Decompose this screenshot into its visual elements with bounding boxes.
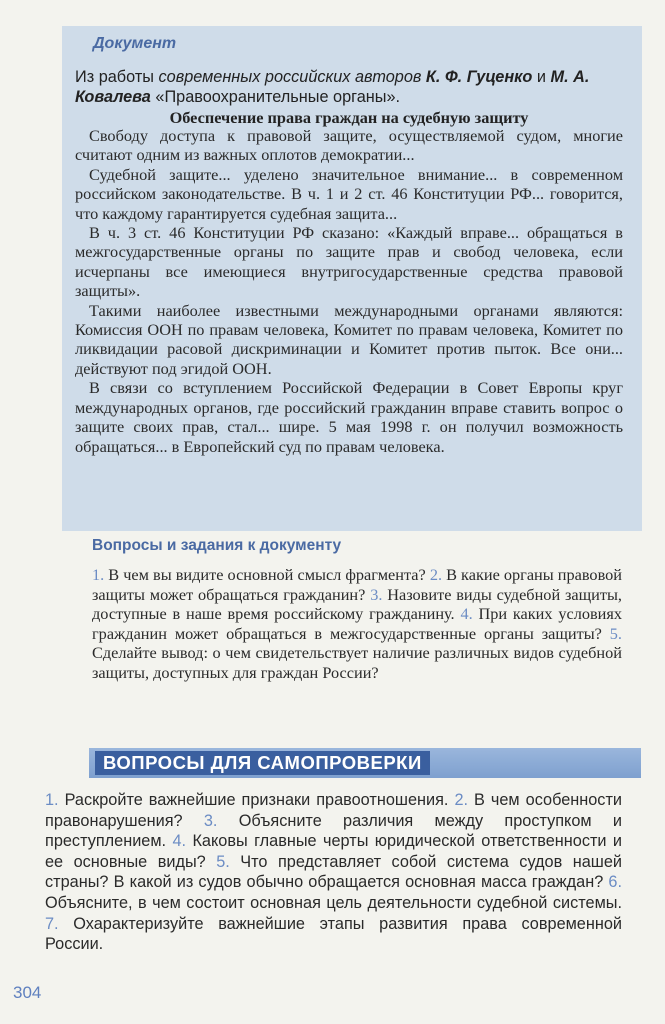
self-check-text: Что представляет собой система судов нашей страны? В какой из судов обычно обращается основная масса граждан? — [45, 852, 622, 892]
self-check-list — [45, 790, 622, 955]
question-text: Сделайте вывод: о чем свидетельствует наличие различных видов судебной защиты, доступных для граждан России? — [92, 643, 622, 682]
source-author-1: К. Ф. Гуценко — [425, 68, 533, 86]
self-check-text: Раскройте важнейшие признаки правоотношения. — [58, 791, 455, 809]
self-check-text: Охарактеризуйте важнейшие этапы развития права современной России. — [45, 914, 622, 954]
source-italic: современных российских авторов — [158, 68, 426, 86]
self-check-number: 1. — [45, 791, 59, 809]
question-number: 4. — [460, 604, 473, 624]
question-number: 1. — [92, 565, 105, 584]
document-paragraph: В связи со вступлением Российской Федерации в Совет Европы круг международных органов, где российский гражданин вправе ставить вопрос о защите своих прав, стал... шире. 5 мая 1998 г. он получил возможность обращаться... в Европейский суд по правам человека. — [75, 378, 623, 456]
question-text: В чем вы видите основной смысл фрагмента? — [104, 565, 430, 584]
self-check-text: Объясните, в чем состоит основная цель деятельности судебной системы. — [45, 893, 622, 912]
source-author-2: М. А. Ковалева — [75, 68, 590, 106]
self-check-number: 6. — [608, 873, 622, 892]
document-title: Обеспечение права граждан на судебную защиту — [169, 108, 529, 127]
source-conj: и — [532, 68, 551, 86]
self-check-number: 3. — [203, 811, 218, 830]
document-paragraph: Такими наиболее известными международными органами являются: Комиссия ООН по правам человека, Комитет по правам человека, Комитет по ликвидации расовой дискриминации и Комитет против пыток. Все они... действуют под эгидой ООН. — [75, 300, 623, 378]
doc-questions-list — [92, 565, 622, 683]
self-check-text: Объясните различия между проступком и преступлением. — [45, 811, 622, 851]
document-paragraph: В ч. 3 ст. 46 Конституции РФ сказано: «Каждый вправе... обращаться в межгосударственные органы по защите прав и свобод человека, если исчерпаны все имеющиеся внутригосударственные средства правовой защиты». — [75, 223, 623, 301]
document-paragraph: Свободу доступа к правовой защите, осуществляемой судом, многие считают одним из важных оплотов демократии... — [75, 126, 623, 165]
self-check-number: 7. — [45, 914, 59, 933]
question-text: В какие органы правовой защиты может обращаться гражданин? — [92, 565, 622, 604]
source-work: «Правоохранительные органы». — [150, 88, 401, 106]
self-check-number: 5. — [216, 852, 230, 871]
self-check-text: В чем особенности правонарушения? — [45, 791, 622, 830]
self-check-heading: ВОПРОСЫ ДЛЯ САМОПРОВЕРКИ — [95, 751, 430, 775]
doc-questions-heading: Вопросы и задания к документу — [92, 537, 342, 554]
document-body — [75, 126, 623, 456]
document-heading: Документ — [93, 35, 177, 52]
question-text: При каких условиях гражданин может обращаться в межгосударственные органы защиты? — [92, 604, 622, 643]
self-check-number: 4. — [172, 832, 187, 851]
document-paragraph: Судебной защите... уделено значительное внимание... в современном российском законодательстве. В ч. 1 и 2 ст. 46 Конституции РФ... говорится, что каждому гарантируется судебная защита... — [75, 164, 623, 223]
document-source — [75, 67, 623, 107]
question-number: 3. — [370, 584, 383, 604]
question-number: 2. — [429, 565, 443, 584]
page-number: 304 — [13, 983, 42, 1002]
source-prefix: Из работы — [75, 68, 159, 86]
question-number: 5. — [609, 623, 622, 643]
self-check-text: Каковы главные черты юридической ответственности и ее основные виды? — [45, 832, 622, 871]
question-text: Назовите виды судебной защиты, доступные в наше время российскому гражданину. — [92, 584, 622, 624]
self-check-number: 2. — [454, 791, 469, 809]
